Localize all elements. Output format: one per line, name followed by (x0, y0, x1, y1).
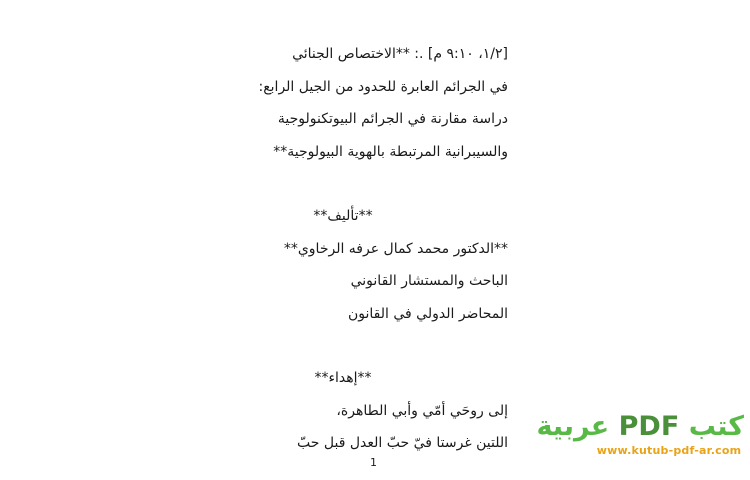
page-number: 1 (370, 456, 377, 469)
watermark-logo (536, 410, 744, 458)
author-name: **الدكتور محمد كمال عرفه الرخاوي** (283, 240, 508, 257)
watermark-title (536, 410, 744, 444)
author-heading: **تأليف** (313, 208, 373, 224)
watermark-url: www.kutub-pdf-ar.com (596, 444, 742, 457)
blank-line (178, 174, 508, 206)
document-body (178, 44, 508, 466)
watermark-title-word2: عربية (536, 411, 610, 442)
line-title-part2: في الجرائم العابرة للحدود من الجيل الرابع: (258, 78, 508, 95)
dedication-line-1: إلى روحَي أمّي وأبي الطاهرة، (336, 402, 508, 419)
dedication-line-2: اللتين غرستا فيّ حبّ العدل قبل حبّ (297, 435, 508, 451)
line-title-part4: والسيبرانية المرتبطة بالهوية البيولوجية** (273, 143, 508, 160)
author-position: المحاضر الدولي في القانون (348, 305, 508, 322)
line-title-part3: دراسة مقارنة في الجرائم البيوتكنولوجية (277, 111, 508, 127)
dedication-heading: **إهداء** (314, 370, 372, 386)
blank-line (178, 336, 508, 368)
watermark-title-word1: كتب (688, 411, 744, 442)
line-heading-date: [١/٢، ٩:١٠ م] .: **الاختصاص الجنائي (292, 46, 508, 62)
watermark-title-pdf: PDF (618, 411, 680, 442)
author-role: الباحث والمستشار القانوني (350, 273, 508, 289)
